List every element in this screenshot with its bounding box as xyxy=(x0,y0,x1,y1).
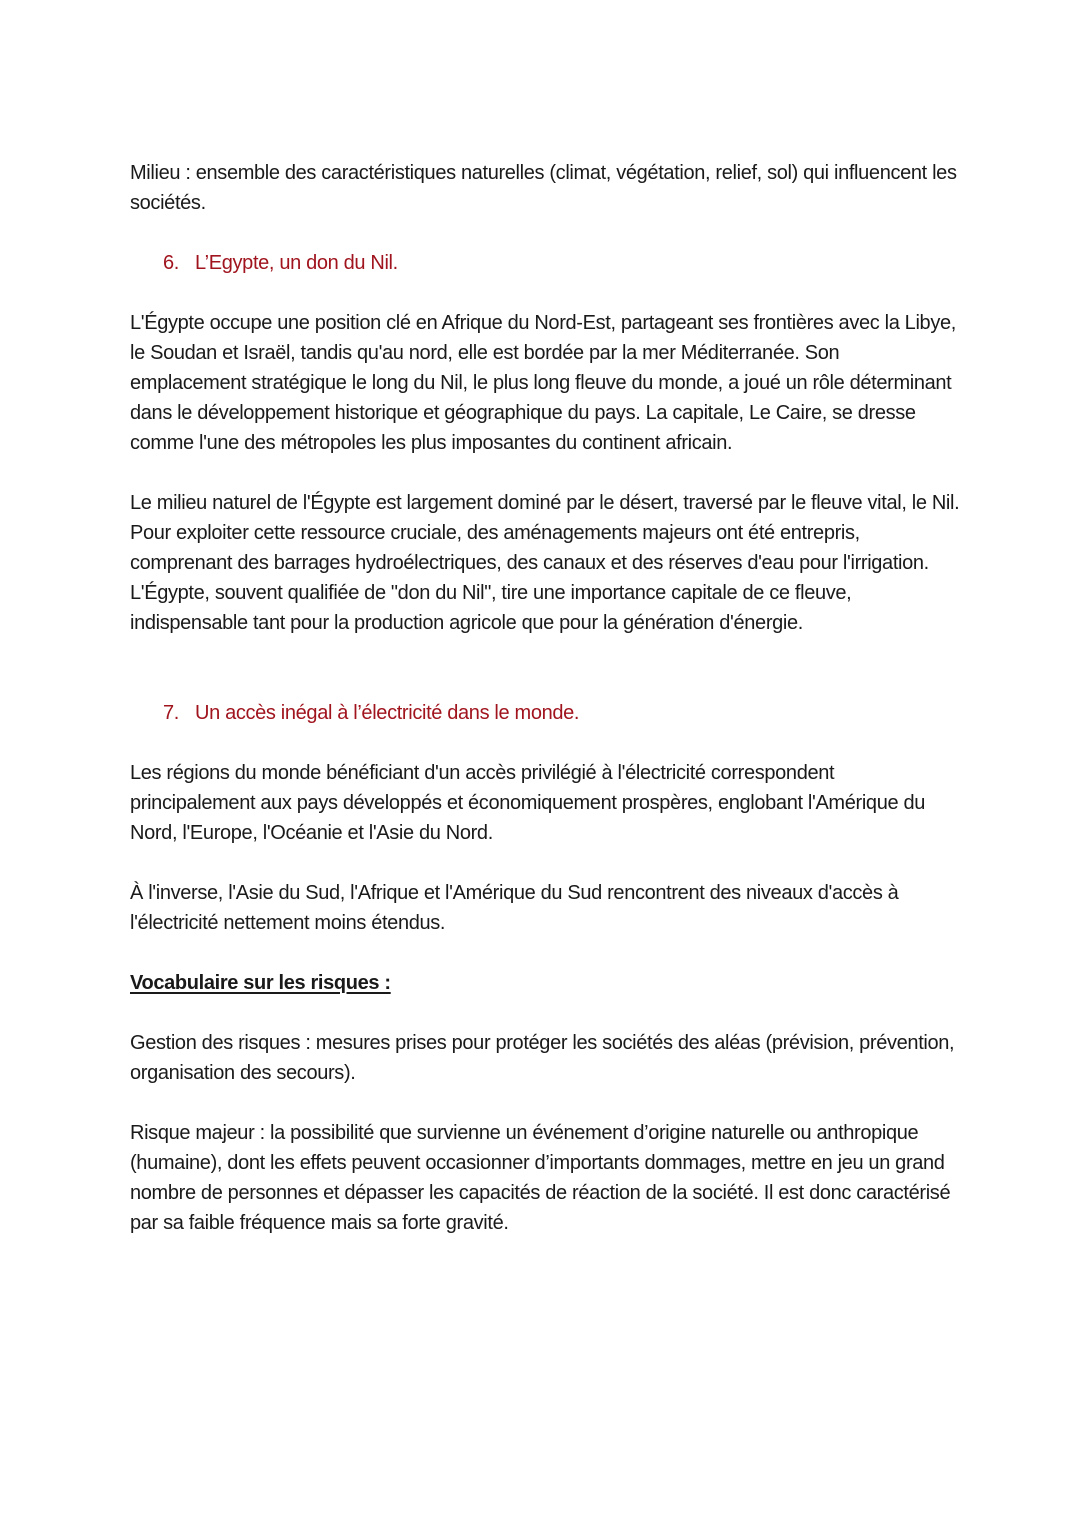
section-6-heading xyxy=(130,248,960,278)
spacer xyxy=(130,998,960,1028)
spacer xyxy=(130,728,960,758)
document-page xyxy=(130,158,960,1238)
section-6-title: L’Egypte, un don du Nil. xyxy=(195,252,398,274)
spacer xyxy=(130,848,960,878)
egypt-paragraph-milieu: Le milieu naturel de l'Égypte est largement dominé par le désert, traversé par le fleuve vital, le Nil. Pour exploiter cette ressource cruciale, des aménagements majeurs ont été entrepris, comprenant des barrages hydroélectriques, des canaux et des réserves d'eau pour l'irrigation. L'Égypte, souvent qualifiée de "don du Nil", tire une importance capitale de ce fleuve, indispensable tant pour la production agricole que pour la génération d'énergie. xyxy=(130,492,960,634)
spacer xyxy=(130,1088,960,1118)
spacer xyxy=(130,638,960,698)
electricity-paragraph-privileged: Les régions du monde bénéficiant d'un accès privilégié à l'électricité correspondent principalement aux pays développés et économiquement prospères, englobant l'Amérique du Nord, l'Europe, l'Océanie et l'Asie du Nord. xyxy=(130,762,925,844)
definition-gestion-risques: Gestion des risques : mesures prises pour protéger les sociétés des aléas (prévision, prévention, organisation des secours). xyxy=(130,1032,955,1084)
spacer xyxy=(130,938,960,968)
vocabulary-title: Vocabulaire sur les risques : xyxy=(130,972,391,994)
spacer xyxy=(130,218,960,248)
egypt-paragraph-position: L'Égypte occupe une position clé en Afrique du Nord-Est, partageant ses frontières avec la Libye, le Soudan et Israël, tandis qu'au nord, elle est bordée par la mer Méditerranée. Son emplacement stratégique le long du Nil, le plus long fleuve du monde, a joué un rôle déterminant dans le développement historique et géographique du pays. La capitale, Le Caire, se dresse comme l'une des métropoles les plus imposantes du continent africain. xyxy=(130,312,956,454)
section-7-number: 7. xyxy=(163,702,179,724)
section-7-heading xyxy=(130,698,960,728)
section-7-title: Un accès inégal à l’électricité dans le monde. xyxy=(195,702,580,724)
electricity-paragraph-limited: À l'inverse, l'Asie du Sud, l'Afrique et l'Amérique du Sud rencontrent des niveaux d'accès à l'électricité nettement moins étendus. xyxy=(130,882,899,934)
definition-risque-majeur: Risque majeur : la possibilité que survienne un événement d’origine naturelle ou anthropique (humaine), dont les effets peuvent occasionner d’importants dommages, mettre en jeu un grand nombre de personnes et dépasser les capacités de réaction de la société. Il est donc caractérisé par sa faible fréquence mais sa forte gravité. xyxy=(130,1122,951,1234)
spacer xyxy=(130,278,960,308)
section-6-number: 6. xyxy=(163,252,179,274)
definition-milieu: Milieu : ensemble des caractéristiques naturelles (climat, végétation, relief, sol) qui influencent les sociétés. xyxy=(130,162,957,214)
spacer xyxy=(130,458,960,488)
